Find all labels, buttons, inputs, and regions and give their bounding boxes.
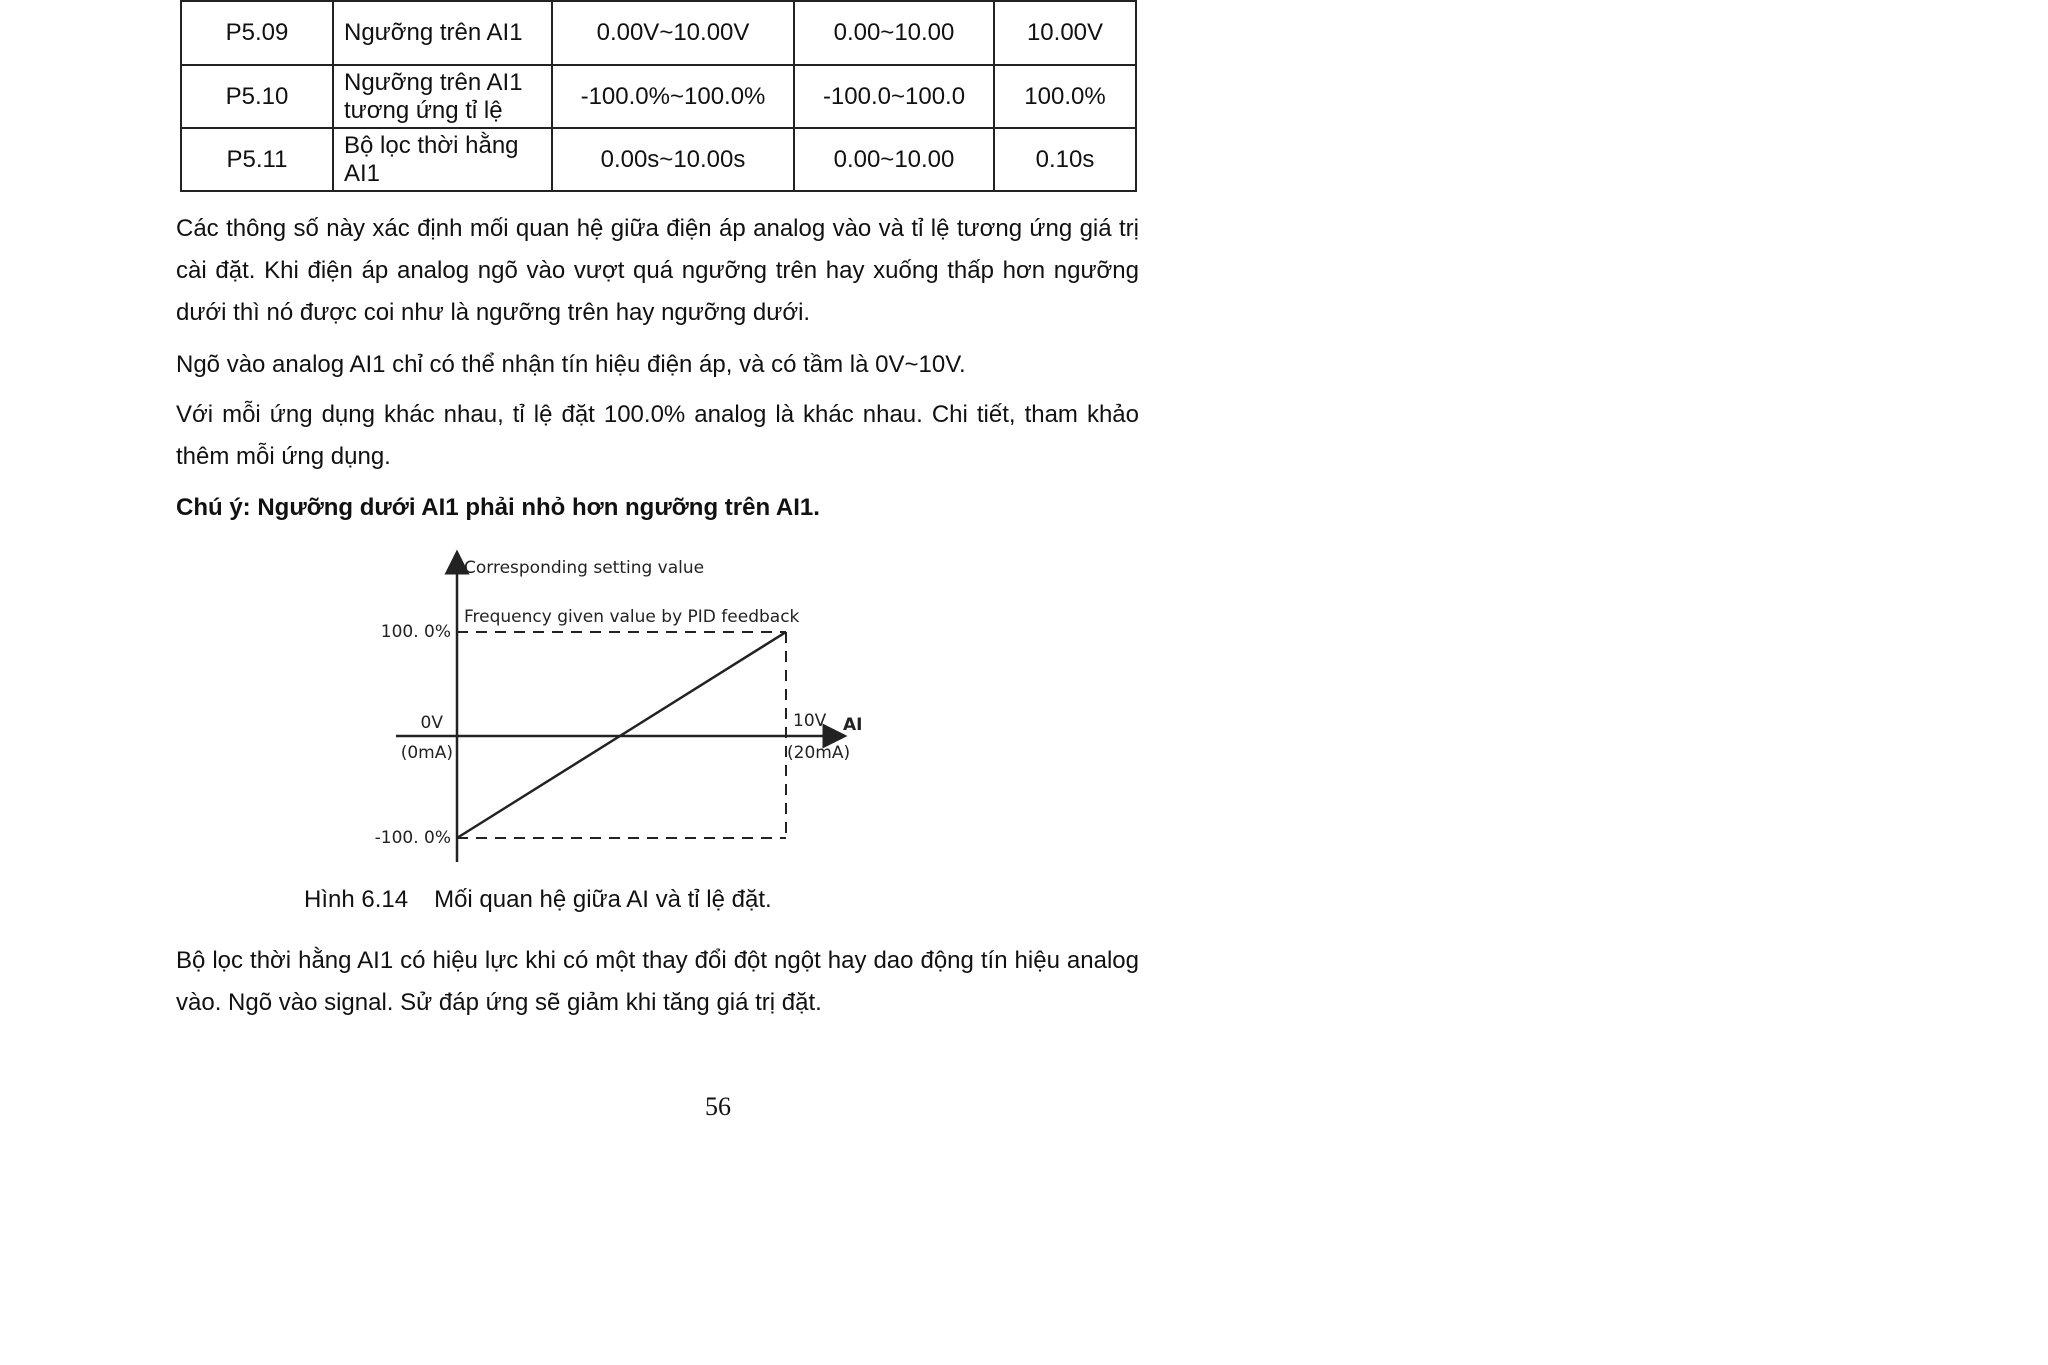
paragraph-threshold-description: Các thông số này xác định mối quan hệ giữa điện áp analog vào và tỉ lệ tương ứng giá trị cài đặt. Khi điện áp analog ngõ vào vượt quá ngưỡng trên hay xuống thấp hơn ngưỡng dưới thì nó được coi như là ngưỡng trên hay ngưỡng dưới. <box>176 215 1139 326</box>
x-max-label: 10V <box>793 711 827 731</box>
param-range: -100.0%~100.0% <box>552 65 794 128</box>
paragraph-filter-description: Bộ lọc thời hằng AI1 có hiệu lực khi có một thay đổi đột ngột hay dao động tín hiệu analog vào. Ngõ vào signal. Sử đáp ứng sẽ giảm khi tăng giá trị đặt. <box>176 947 1139 1016</box>
paragraph-application-scaling: Với mỗi ứng dụng khác nhau, tỉ lệ đặt 100.0% analog là khác nhau. Chi tiết, tham khảo thêm mỗi ứng dụng. <box>176 401 1139 470</box>
x-zero-sub-label: (0mA) <box>400 743 453 763</box>
page-number: 56 <box>705 1092 731 1121</box>
param-default: 0.10s <box>994 128 1136 191</box>
param-name: Ngưỡng trên AI1 tương ứng tỉ lệ <box>333 65 552 128</box>
y-min-label: -100. 0% <box>374 828 451 848</box>
param-name: Bộ lọc thời hằng AI1 <box>333 128 552 191</box>
caption-text: Mối quan hệ giữa AI và tỉ lệ đặt. <box>434 886 772 913</box>
param-code: P5.11 <box>181 128 333 191</box>
note-threshold-order: Chú ý: Ngưỡng dưới AI1 phải nhỏ hơn ngưỡng trên AI1. <box>176 494 820 521</box>
x-max-sub-label: (20mA) <box>787 743 851 763</box>
param-setting: 0.00~10.00 <box>794 128 994 191</box>
param-code: P5.09 <box>181 1 333 65</box>
param-setting: 0.00~10.00 <box>794 1 994 65</box>
param-default: 100.0% <box>994 65 1136 128</box>
y-axis-label: Corresponding setting value <box>464 558 705 578</box>
caption-number: Hình 6.14 <box>304 886 409 913</box>
line-label: Frequency given value by PID feedback <box>464 607 800 627</box>
param-code: P5.10 <box>181 65 333 128</box>
x-axis-label: AI <box>843 715 863 735</box>
param-default: 10.00V <box>994 1 1136 65</box>
param-setting: -100.0~100.0 <box>794 65 994 128</box>
y-max-label: 100. 0% <box>380 622 451 642</box>
param-name: Ngưỡng trên AI1 <box>333 1 552 65</box>
param-range: 0.00s~10.00s <box>552 128 794 191</box>
figure-caption <box>304 886 772 914</box>
paragraph-ai1-range: Ngõ vào analog AI1 chỉ có thể nhận tín hiệu điện áp, và có tầm là 0V~10V. <box>176 351 966 378</box>
x-zero-label: 0V <box>420 713 443 733</box>
param-range: 0.00V~10.00V <box>552 1 794 65</box>
